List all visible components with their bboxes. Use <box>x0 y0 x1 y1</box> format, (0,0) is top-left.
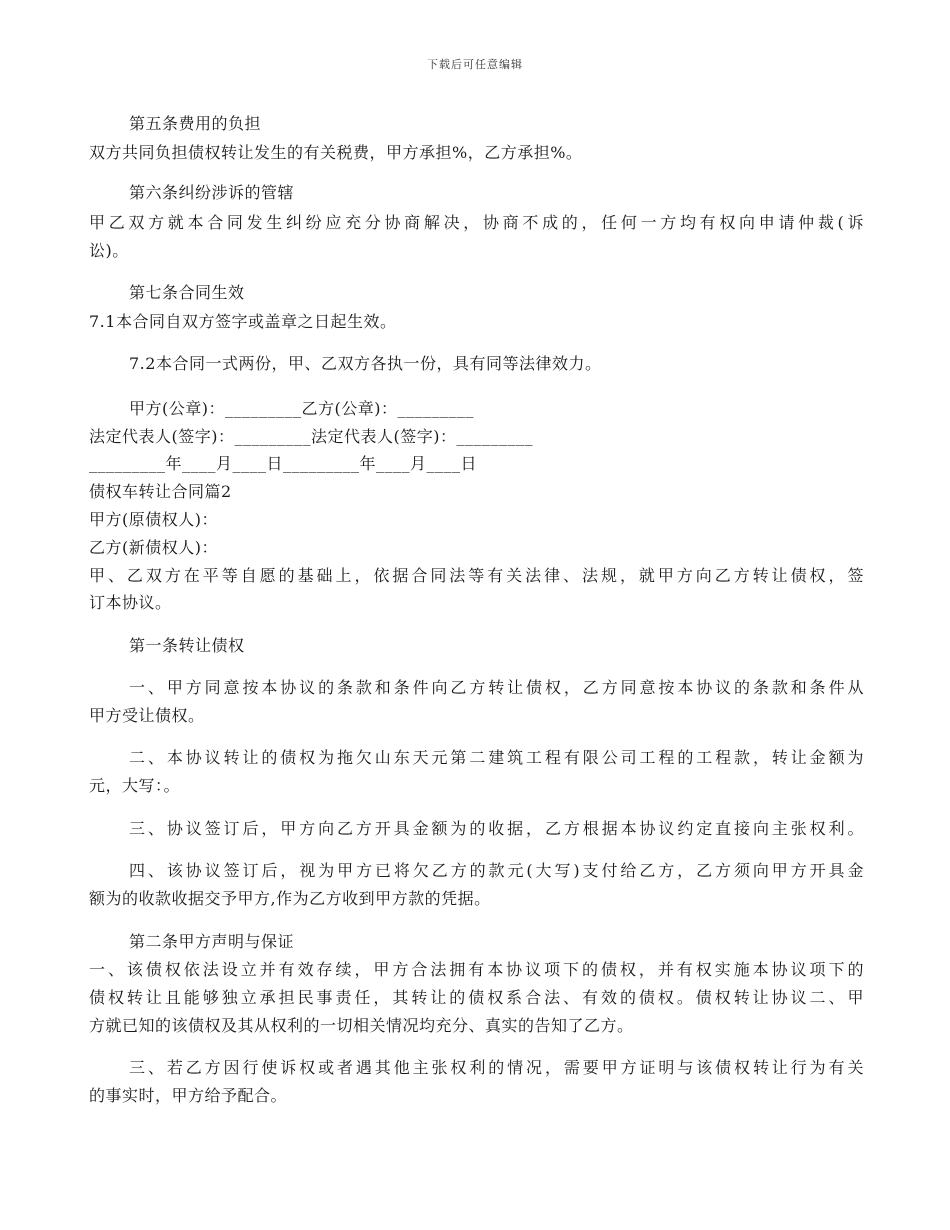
paragraph-line: 二、本协议转让的债权为拖欠山东天元第二建筑工程有限公司工程的工程款，转让金额为 <box>129 748 864 767</box>
article-5-heading: 第五条费用的负担 <box>129 114 262 133</box>
paragraph-line: 方就已知的该债权及其从权利的一切相关情况均充分、真实的告知了乙方。 <box>89 1016 634 1035</box>
paragraph-line: 三、若乙方因行使诉权或者遇其他主张权利的情况，需要甲方证明与该债权转让行为有关 <box>129 1058 864 1077</box>
paragraph-line: 讼)。 <box>89 241 129 260</box>
article-2-heading: 第二条甲方声明与保证 <box>129 932 295 951</box>
signature-line-date: _________年____月____日_________年____月____日 <box>89 454 478 473</box>
paragraph-line: 的事实时，甲方给予配合。 <box>89 1086 288 1105</box>
paragraph-line: 三、协议签订后，甲方向乙方开具金额为的收据，乙方根据本协议约定直接向主张权利。 <box>129 819 864 838</box>
paragraph-line: 甲、乙双方在平等自愿的基础上，依据合同法等有关法律、法规，就甲方向乙方转让债权，签 <box>89 566 864 585</box>
paragraph-line: 债权转让且能够独立承担民事责任，其转让的债权系合法、有效的债权。债权转让协议二、甲 <box>89 988 864 1007</box>
paragraph-line: 元，大写：。 <box>89 776 181 795</box>
party-a-line: 甲方(原债权人)： <box>89 510 218 529</box>
article-1-heading: 第一条转让债权 <box>129 636 245 655</box>
paragraph-line: 额为的收款收据交予甲方,作为乙方收到甲方款的凭据。 <box>89 889 491 908</box>
article-6-heading: 第六条纠纷涉诉的管辖 <box>129 183 295 202</box>
paragraph-line: 7.2本合同一式两份，甲、乙双方各执一份，具有同等法律效力。 <box>129 354 602 373</box>
page-header: 下载后可任意编辑 <box>427 58 523 71</box>
paragraph-line: 订本协议。 <box>89 593 172 612</box>
party-b-line: 乙方(新债权人)： <box>89 538 218 557</box>
paragraph-line: 双方共同负担债权转让发生的有关税费，甲方承担%，乙方承担%。 <box>89 143 583 162</box>
paragraph-line: 甲乙双方就本合同发生纠纷应充分协商解决，协商不成的，任何一方均有权向申请仲裁(诉 <box>89 213 864 232</box>
section-title: 债权车转让合同篇2 <box>89 482 232 501</box>
signature-line-seal: 甲方(公章)：_________乙方(公章)：_________ <box>129 399 474 418</box>
paragraph-line: 一、该债权依法设立并有效存续，甲方合法拥有本协议项下的债权，并有权实施本协议项下的 <box>89 960 864 979</box>
article-7-heading: 第七条合同生效 <box>129 283 245 302</box>
paragraph-line: 7.1本合同自双方签字或盖章之日起生效。 <box>89 312 397 331</box>
paragraph-line: 一、甲方同意按本协议的条款和条件向乙方转让债权，乙方同意按本协议的条款和条件从 <box>129 678 864 697</box>
paragraph-line: 甲方受让债权。 <box>89 706 205 725</box>
signature-line-representative: 法定代表人(签字)：_________法定代表人(签字)：_________ <box>89 427 533 446</box>
paragraph-line: 四、该协议签订后，视为甲方已将欠乙方的款元(大写)支付给乙方，乙方须向甲方开具金 <box>129 861 864 880</box>
